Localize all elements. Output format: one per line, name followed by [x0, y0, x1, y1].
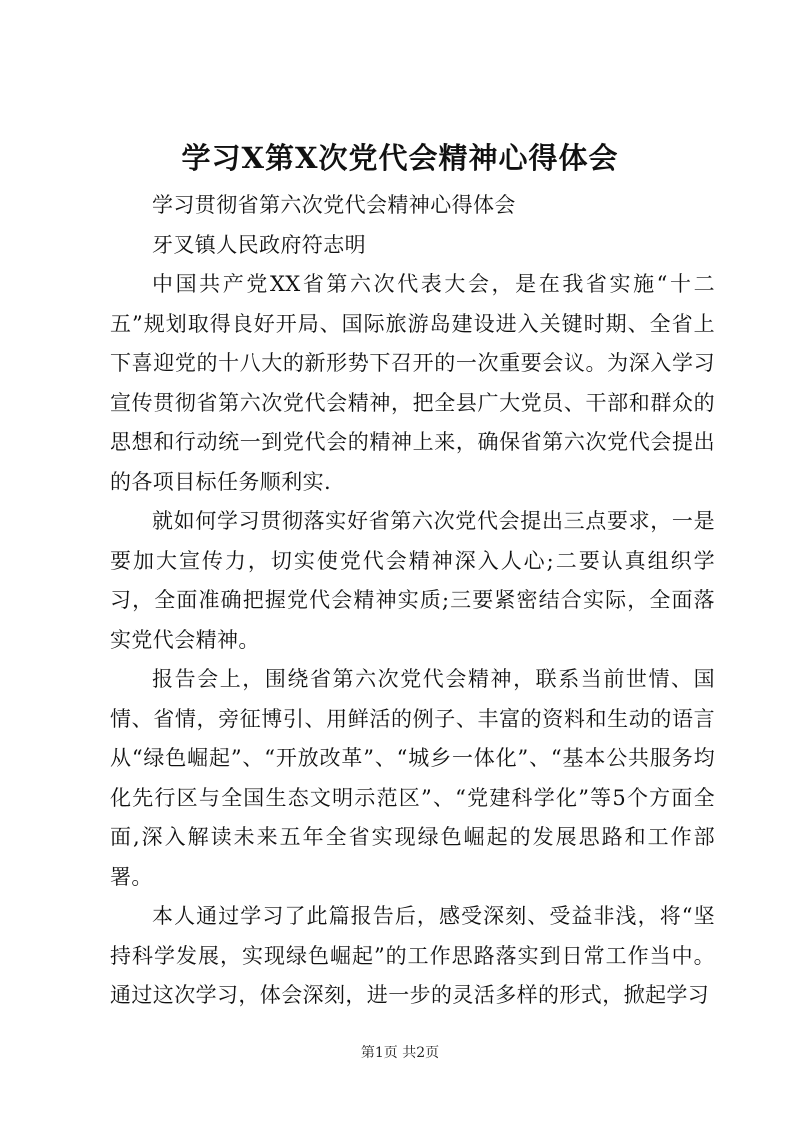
document-body	[110, 186, 715, 1016]
body-paragraph: 中国共产党XX省第六次代表大会，是在我省实施“十二五”规划取得良好开局、国际旅游岛建设进入关键时期、全省上下喜迎党的十八大的新形势下召开的一次重要会议。为深入学习宣传贯彻省第六次党代会精神，把全县广大党员、干部和群众的思想和行动统一到党代会的精神上来，确保省第六次党代会提出的各项目标任务顺利实.	[110, 272, 715, 494]
body-paragraph: 报告会上，围绕省第六次党代会精神，联系当前世情、国情、省情，旁征博引、用鲜活的例子、丰富的资料和生动的语言从“绿色崛起”、“开放改革”、“城乡一体化”、“基本公共服务均化先行区与全国生态文明示范区”、“党建科学化”等5个方面全面,深入解读未来五年全省实现绿色崛起的发展思路和工作部署。	[110, 667, 715, 889]
document-title: 学习X第X次党代会精神心得体会	[181, 141, 619, 175]
page-number-footer: 第1页 共2页	[360, 1045, 440, 1061]
body-paragraph: 本人通过学习了此篇报告后，感受深刻、受益非浅，将“坚持科学发展，实现绿色崛起”的工作思路落实到日常工作当中。通过这次学习，体会深刻，进一步的灵活多样的形式，掀起学习	[110, 904, 715, 1007]
body-paragraph: 就如何学习贯彻落实好省第六次党代会提出三点要求，一是要加大宣传力，切实使党代会精神深入人心;二要认真组织学习，全面准确把握党代会精神实质;三要紧密结合实际，全面落实党代会精神。	[110, 509, 715, 652]
author-line: 牙叉镇人民政府符志明	[152, 232, 366, 257]
subtitle-paragraph: 学习贯彻省第六次党代会精神心得体会	[152, 193, 516, 217]
